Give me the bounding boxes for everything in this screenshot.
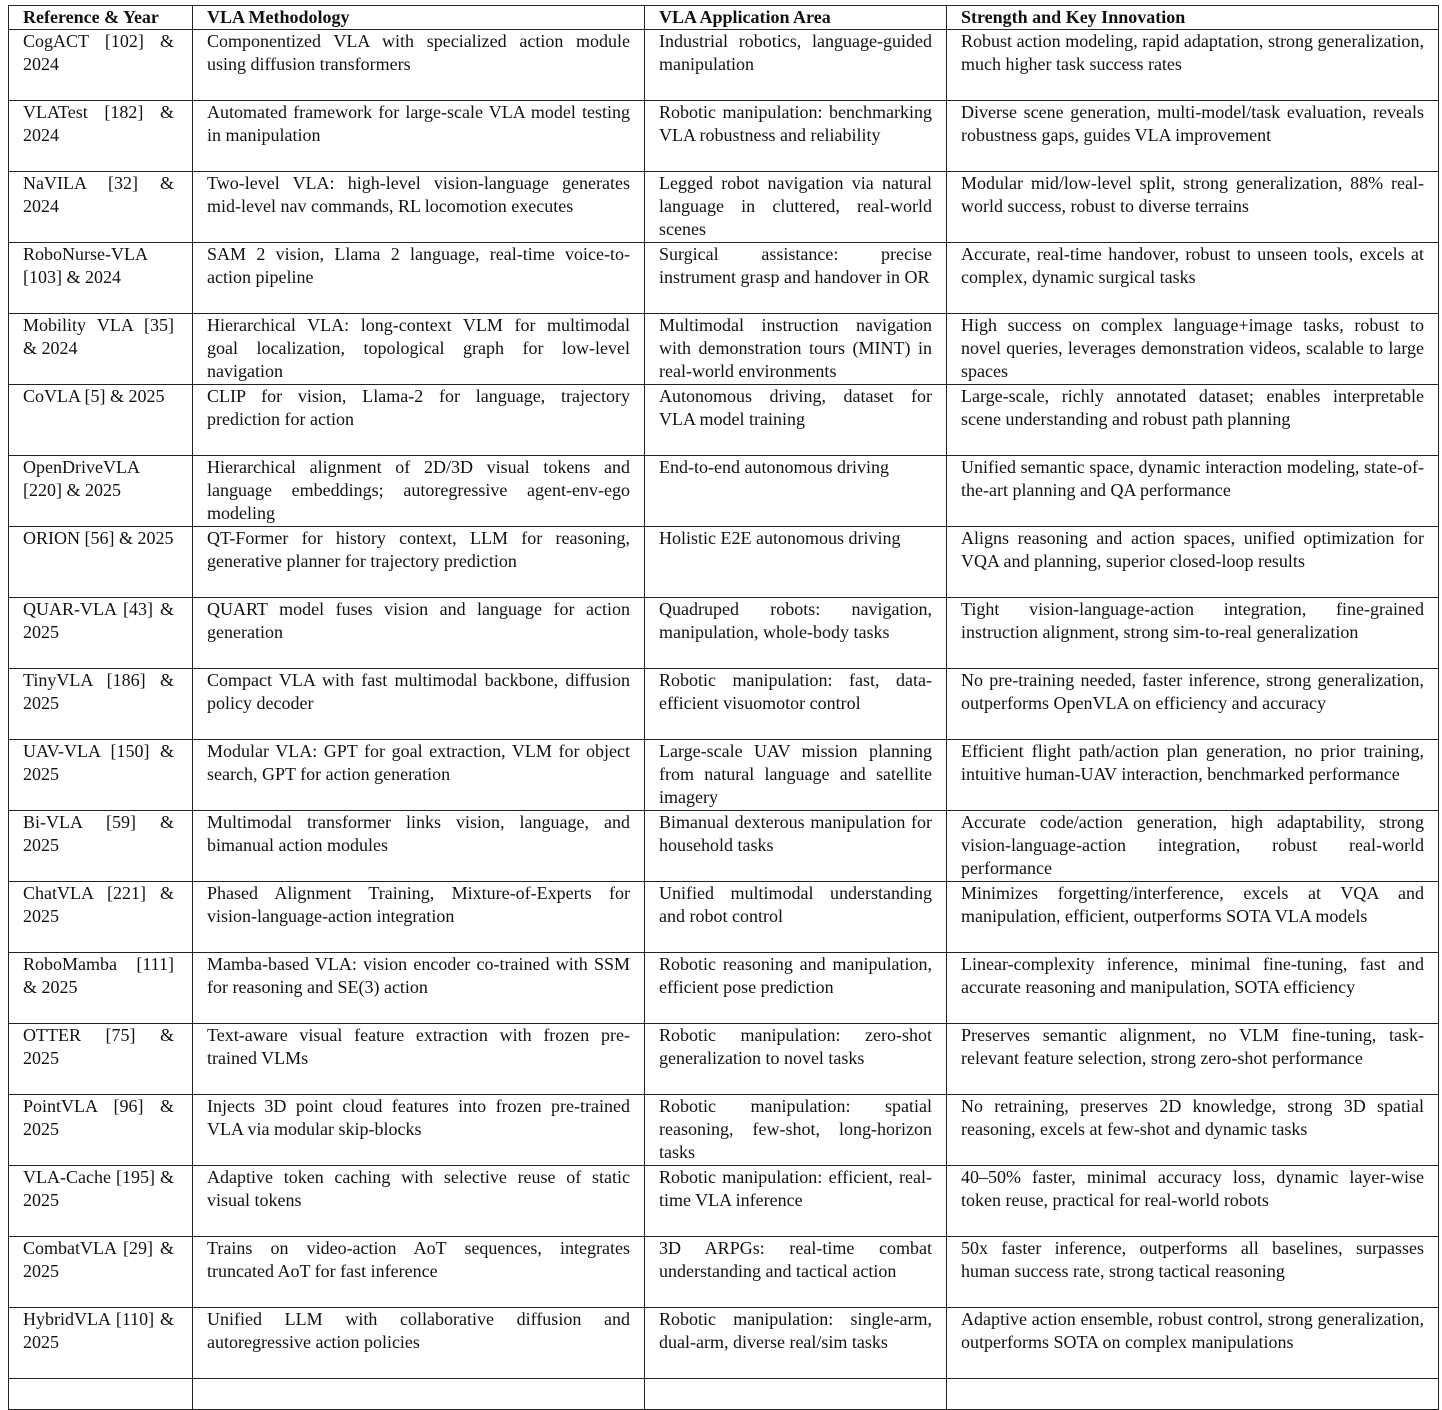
strength-cell: Large-scale, richly annotated dataset; enables interpretable scene understanding and robust path planning: [947, 385, 1439, 456]
application-cell: Holistic E2E autonomous driving: [645, 527, 947, 598]
table-row: [9, 243, 1439, 314]
strength-cell: No retraining, preserves 2D knowledge, strong 3D spatial reasoning, excels at few-shot and dynamic tasks: [947, 1095, 1439, 1166]
strength-cell: Unified semantic space, dynamic interaction modeling, state-of-the-art planning and QA performance: [947, 456, 1439, 527]
reference-cell: VLATest [182] & 2024: [9, 101, 193, 172]
methodology-cell: Multimodal transformer links vision, language, and bimanual action modules: [193, 811, 645, 882]
reference-cell: VLA-Cache [195] & 2025: [9, 1166, 193, 1237]
table-row: [9, 101, 1439, 172]
application-cell: Robotic manipulation: spatial reasoning, few-shot, long-horizon tasks: [645, 1095, 947, 1166]
reference-cell: PointVLA [96] & 2025: [9, 1095, 193, 1166]
table-row: [9, 30, 1439, 101]
application-cell: Legged robot navigation via natural language in cluttered, real-world scenes: [645, 172, 947, 243]
reference-cell: Mobility VLA [35] & 2024: [9, 314, 193, 385]
methodology-cell: Modular VLA: GPT for goal extraction, VLM for object search, GPT for action generation: [193, 740, 645, 811]
methodology-cell: Text-aware visual feature extraction with frozen pre-trained VLMs: [193, 1024, 645, 1095]
reference-cell: OpenDriveVLA [220] & 2025: [9, 456, 193, 527]
header-vla-methodology: VLA Methodology: [193, 6, 645, 30]
methodology-cell: Automated framework for large-scale VLA model testing in manipulation: [193, 101, 645, 172]
strength-cell: 50x faster inference, outperforms all baselines, surpasses human success rate, strong tactical reasoning: [947, 1237, 1439, 1308]
methodology-cell: QUART model fuses vision and language for action generation: [193, 598, 645, 669]
header-reference-year: Reference & Year: [9, 6, 193, 30]
methodology-cell: Phased Alignment Training, Mixture-of-Experts for vision-language-action integration: [193, 882, 645, 953]
methodology-cell: Mamba-based VLA: vision encoder co-trained with SSM for reasoning and SE(3) action: [193, 953, 645, 1024]
strength-cell: Accurate, real-time handover, robust to unseen tools, excels at complex, dynamic surgical tasks: [947, 243, 1439, 314]
table-row: [9, 1024, 1439, 1095]
strength-cell: 40–50% faster, minimal accuracy loss, dynamic layer-wise token reuse, practical for real-world robots: [947, 1166, 1439, 1237]
strength-cell: Tight vision-language-action integration, fine-grained instruction alignment, strong sim-to-real generalization: [947, 598, 1439, 669]
table-row: [9, 669, 1439, 740]
table-row: [9, 1308, 1439, 1379]
methodology-cell: Hierarchical VLA: long-context VLM for multimodal goal localization, topological graph for low-level navigation: [193, 314, 645, 385]
reference-cell: RoboNurse-VLA [103] & 2024: [9, 243, 193, 314]
methodology-cell: Two-level VLA: high-level vision-language generates mid-level nav commands, RL locomotion executes: [193, 172, 645, 243]
application-cell: Unified multimodal understanding and robot control: [645, 882, 947, 953]
reference-cell: Bi-VLA [59] & 2025: [9, 811, 193, 882]
reference-cell: CogACT [102] & 2024: [9, 30, 193, 101]
table-row: [9, 1095, 1439, 1166]
table-row-truncated: [9, 1379, 1439, 1410]
reference-cell: CombatVLA [29] & 2025: [9, 1237, 193, 1308]
strength-cell: No pre-training needed, faster inference, strong generalization, outperforms OpenVLA on efficiency and accuracy: [947, 669, 1439, 740]
reference-cell: RoboMamba [111] & 2025: [9, 953, 193, 1024]
application-cell: Robotic manipulation: zero-shot generalization to novel tasks: [645, 1024, 947, 1095]
strength-cell: Minimizes forgetting/interference, excels at VQA and manipulation, efficient, outperforms SOTA VLA models: [947, 882, 1439, 953]
methodology-cell: Adaptive token caching with selective reuse of static visual tokens: [193, 1166, 645, 1237]
table-row: [9, 1166, 1439, 1237]
application-cell: Bimanual dexterous manipulation for household tasks: [645, 811, 947, 882]
methodology-cell: SAM 2 vision, Llama 2 language, real-time voice-to-action pipeline: [193, 243, 645, 314]
table-row: [9, 527, 1439, 598]
application-cell: Quadruped robots: navigation, manipulation, whole-body tasks: [645, 598, 947, 669]
table-row: [9, 456, 1439, 527]
table-row: [9, 172, 1439, 243]
table-row: [9, 1237, 1439, 1308]
application-cell: Robotic reasoning and manipulation, efficient pose prediction: [645, 953, 947, 1024]
application-cell: Autonomous driving, dataset for VLA model training: [645, 385, 947, 456]
reference-cell: NaVILA [32] & 2024: [9, 172, 193, 243]
application-cell: Robotic manipulation: fast, data-efficient visuomotor control: [645, 669, 947, 740]
reference-cell: OTTER [75] & 2025: [9, 1024, 193, 1095]
reference-cell: HybridVLA [110] & 2025: [9, 1308, 193, 1379]
strength-cell: Linear-complexity inference, minimal fine-tuning, fast and accurate reasoning and manipulation, SOTA efficiency: [947, 953, 1439, 1024]
header-vla-application-area: VLA Application Area: [645, 6, 947, 30]
strength-cell: Efficient flight path/action plan generation, no prior training, intuitive human-UAV interaction, benchmarked performance: [947, 740, 1439, 811]
application-cell: 3D ARPGs: real-time combat understanding and tactical action: [645, 1237, 947, 1308]
strength-cell: Modular mid/low-level split, strong generalization, 88% real-world success, robust to diverse terrains: [947, 172, 1439, 243]
methodology-cell: Compact VLA with fast multimodal backbone, diffusion policy decoder: [193, 669, 645, 740]
strength-cell: Preserves semantic alignment, no VLM fine-tuning, task-relevant feature selection, strong zero-shot performance: [947, 1024, 1439, 1095]
methodology-cell: Componentized VLA with specialized action module using diffusion transformers: [193, 30, 645, 101]
reference-cell: ORION [56] & 2025: [9, 527, 193, 598]
strength-cell: High success on complex language+image tasks, robust to novel queries, leverages demonstration videos, scalable to large spaces: [947, 314, 1439, 385]
table-row: [9, 740, 1439, 811]
table-row: [9, 882, 1439, 953]
table-row: [9, 385, 1439, 456]
application-cell: Multimodal instruction navigation with demonstration tours (MINT) in real-world environments: [645, 314, 947, 385]
table-body: [9, 30, 1439, 1410]
strength-cell: Accurate code/action generation, high adaptability, strong vision-language-action integration, robust real-world performance: [947, 811, 1439, 882]
table-row: [9, 598, 1439, 669]
application-cell: Robotic manipulation: efficient, real-time VLA inference: [645, 1166, 947, 1237]
methodology-cell: Trains on video-action AoT sequences, integrates truncated AoT for fast inference: [193, 1237, 645, 1308]
application-cell: Surgical assistance: precise instrument grasp and handover in OR: [645, 243, 947, 314]
reference-cell: ChatVLA [221] & 2025: [9, 882, 193, 953]
application-cell: Industrial robotics, language-guided manipulation: [645, 30, 947, 101]
vla-comparison-table: [8, 5, 1439, 1410]
methodology-cell: Unified LLM with collaborative diffusion and autoregressive action policies: [193, 1308, 645, 1379]
application-cell: Robotic manipulation: benchmarking VLA robustness and reliability: [645, 101, 947, 172]
application-cell: Large-scale UAV mission planning from natural language and satellite imagery: [645, 740, 947, 811]
table-header-row: [9, 6, 1439, 30]
application-cell: End-to-end autonomous driving: [645, 456, 947, 527]
strength-cell: Adaptive action ensemble, robust control, strong generalization, outperforms SOTA on complex manipulations: [947, 1308, 1439, 1379]
strength-cell: Robust action modeling, rapid adaptation, strong generalization, much higher task success rates: [947, 30, 1439, 101]
strength-cell: Diverse scene generation, multi-model/task evaluation, reveals robustness gaps, guides VLA improvement: [947, 101, 1439, 172]
table-row: [9, 953, 1439, 1024]
methodology-cell: Injects 3D point cloud features into frozen pre-trained VLA via modular skip-blocks: [193, 1095, 645, 1166]
methodology-cell: CLIP for vision, Llama-2 for language, trajectory prediction for action: [193, 385, 645, 456]
table-row: [9, 314, 1439, 385]
reference-cell: QUAR-VLA [43] & 2025: [9, 598, 193, 669]
reference-cell: TinyVLA [186] & 2025: [9, 669, 193, 740]
header-strength-key-innovation: Strength and Key Innovation: [947, 6, 1439, 30]
strength-cell: Aligns reasoning and action spaces, unified optimization for VQA and planning, superior closed-loop results: [947, 527, 1439, 598]
reference-cell: UAV-VLA [150] & 2025: [9, 740, 193, 811]
methodology-cell: Hierarchical alignment of 2D/3D visual tokens and language embeddings; autoregressive agent-env-ego modeling: [193, 456, 645, 527]
table-row: [9, 811, 1439, 882]
methodology-cell: QT-Former for history context, LLM for reasoning, generative planner for trajectory prediction: [193, 527, 645, 598]
application-cell: Robotic manipulation: single-arm, dual-arm, diverse real/sim tasks: [645, 1308, 947, 1379]
reference-cell: CoVLA [5] & 2025: [9, 385, 193, 456]
